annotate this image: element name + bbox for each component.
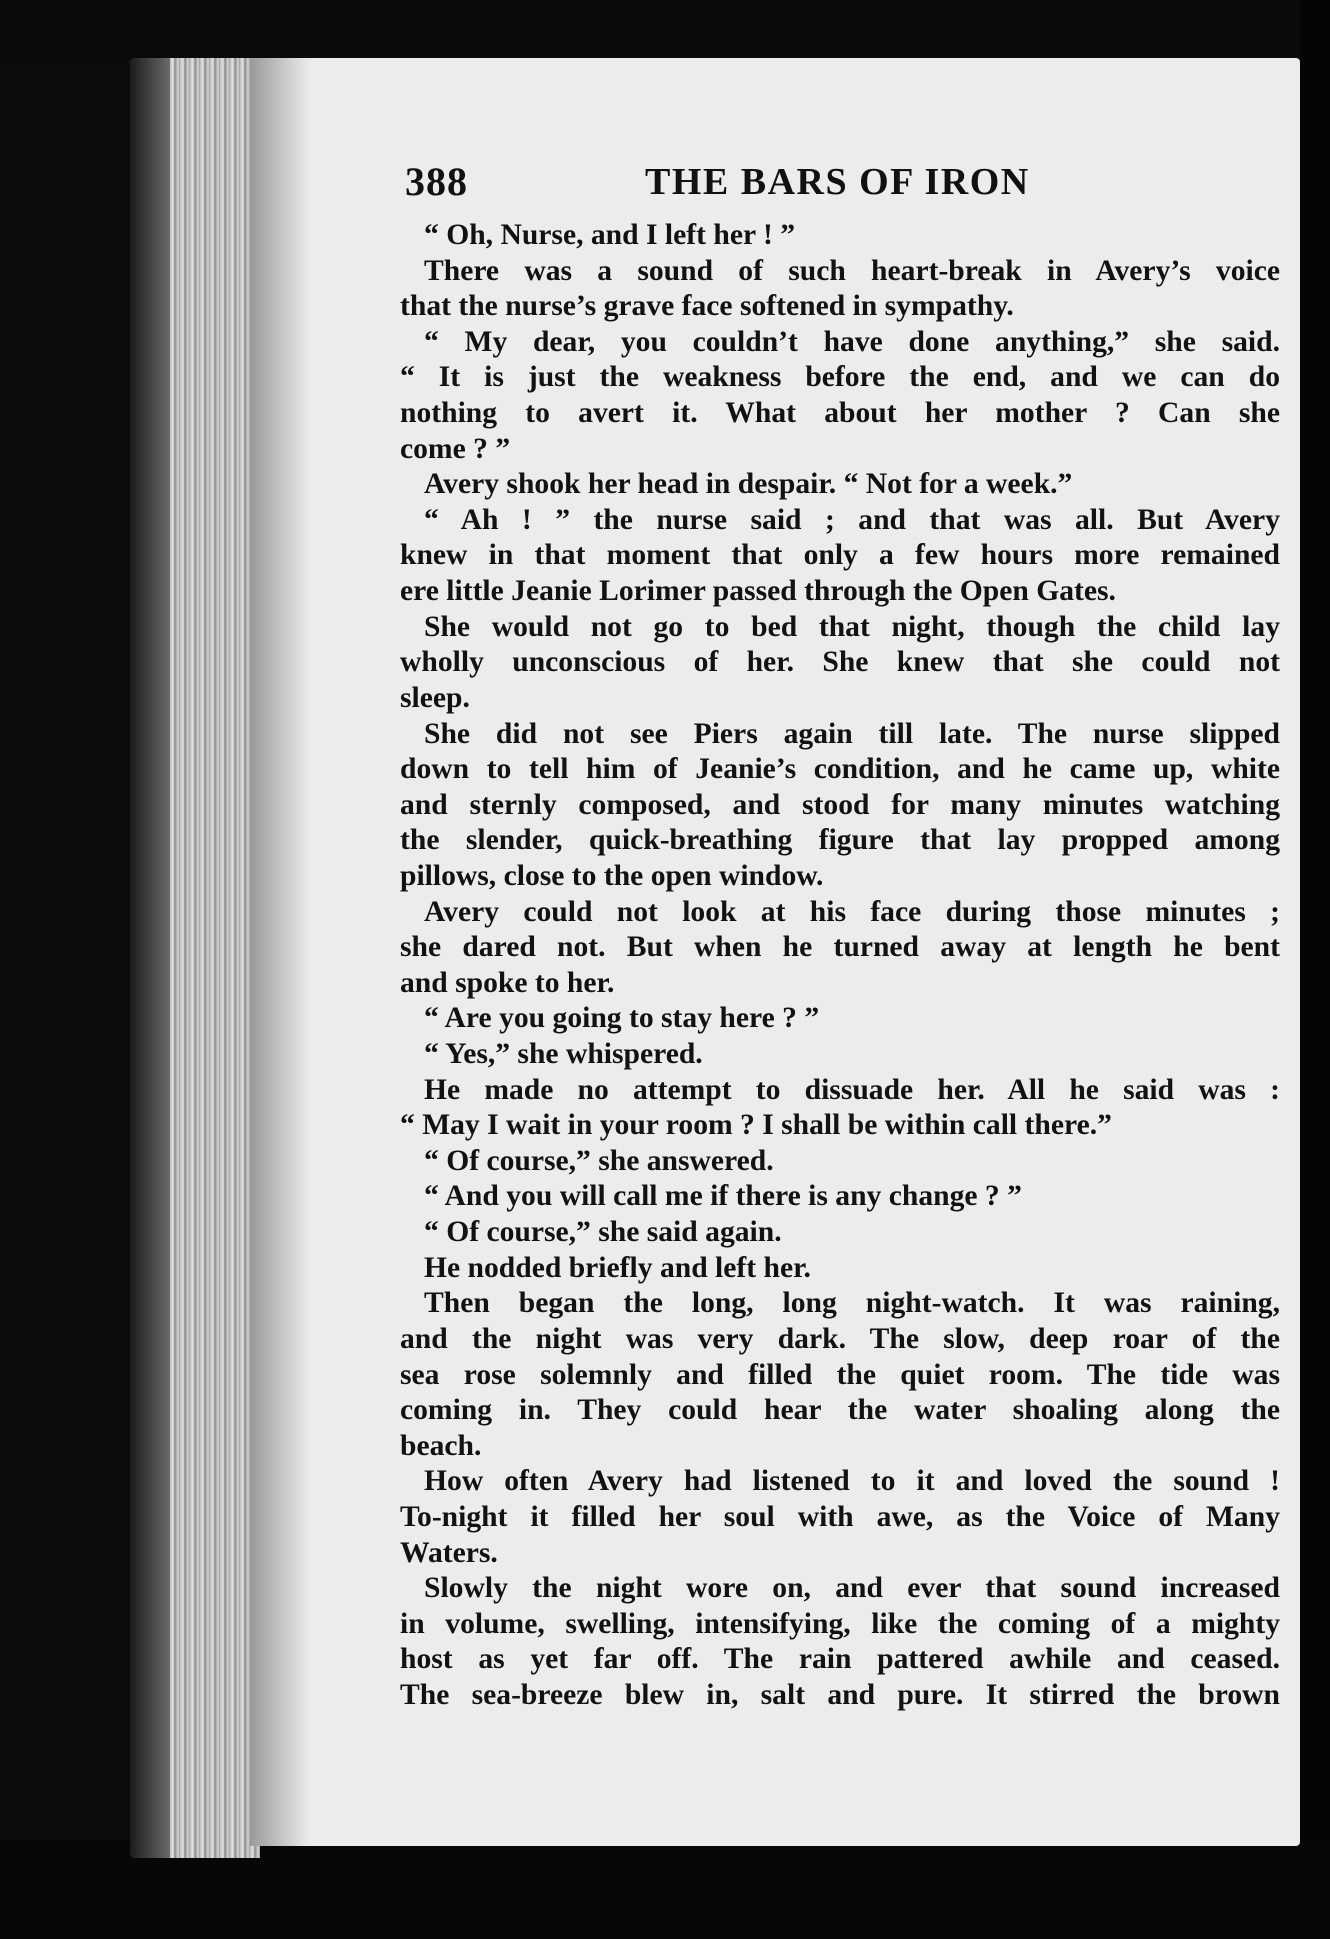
text-line: wholly unconscious of her. She knew that she could not	[400, 646, 1280, 679]
text-line: “ Oh, Nurse, and I left her ! ”	[424, 219, 796, 251]
text-line: There was a sound of such heart-break in Avery’s voice	[424, 254, 1280, 287]
text-line: He nodded briefly and left her.	[424, 1251, 811, 1284]
text-line: host as yet far off. The rain pattered awhile and ceased.	[400, 1643, 1280, 1676]
text-line: “ My dear, you couldn’t have done anything,” she said.	[424, 325, 1280, 358]
text-line: “ Yes,” she whispered.	[424, 1038, 703, 1071]
text-line: Then began the long, long night-watch. It was raining,	[424, 1287, 1280, 1320]
text-line: come ? ”	[400, 432, 511, 465]
scan-background-right	[1300, 0, 1330, 1939]
text-line: “ Are you going to stay here ? ”	[424, 1002, 820, 1035]
text-line: She would not go to bed that night, though the child lay	[424, 610, 1280, 643]
text-line: and spoke to her.	[400, 966, 615, 999]
text-line: “ It is just the weakness before the end, and we can do	[400, 361, 1280, 394]
text-line: she dared not. But when he turned away at length he bent	[400, 931, 1280, 964]
text-line: “ Ah ! ” the nurse said ; and that was all. But Avery	[424, 503, 1280, 536]
text-line: nothing to avert it. What about her mother ? Can she	[400, 397, 1280, 430]
text-line: and sternly composed, and stood for many minutes watching	[400, 788, 1280, 821]
text-line: “ Of course,” she answered.	[424, 1144, 774, 1177]
text-line: knew in that moment that only a few hours more remained	[400, 539, 1280, 572]
text-line: How often Avery had listened to it and loved the sound !	[424, 1465, 1280, 1498]
text-line: He made no attempt to dissuade her. All he said was :	[424, 1073, 1280, 1106]
text-line: in volume, swelling, intensifying, like the coming of a mighty	[400, 1607, 1280, 1640]
running-title: THE BARS OF IRON	[645, 161, 1030, 203]
page-gutter-shade	[250, 58, 310, 1846]
text-line: sleep.	[400, 681, 470, 714]
text-line: sea rose solemnly and filled the quiet room. The tide was	[400, 1358, 1280, 1391]
text-line: ere little Jeanie Lorimer passed through the Open Gates.	[400, 575, 1116, 608]
page-number: 388	[405, 159, 468, 204]
scan-background-top	[0, 0, 1330, 60]
text-line: “ And you will call me if there is any change ? ”	[424, 1180, 1022, 1213]
text-line: “ May I wait in your room ? I shall be within call there.”	[400, 1109, 1112, 1142]
text-line: The sea-breeze blew in, salt and pure. It stirred the brown	[400, 1679, 1280, 1711]
text-line: the slender, quick-breathing figure that lay propped among	[400, 824, 1280, 857]
text-line: To-night it filled her soul with awe, as the Voice of Many	[400, 1500, 1280, 1533]
text-line: down to tell him of Jeanie’s condition, and he came up, white	[400, 753, 1280, 786]
text-line: Avery shook her head in despair. “ Not for a week.”	[424, 468, 1073, 501]
text-line: Waters.	[400, 1536, 498, 1569]
page-header	[405, 158, 1285, 204]
text-line: that the nurse’s grave face softened in sympathy.	[400, 290, 1014, 323]
text-line: Avery could not look at his face during those minutes ;	[424, 895, 1280, 928]
text-line: “ Of course,” she said again.	[424, 1216, 782, 1249]
text-line: coming in. They could hear the water shoaling along the	[400, 1394, 1280, 1427]
text-line: Slowly the night wore on, and ever that sound increased	[424, 1572, 1280, 1605]
book-spine-shadow	[130, 58, 170, 1858]
text-line: pillows, close to the open window.	[400, 859, 824, 892]
text-line: and the night was very dark. The slow, deep roar of the	[400, 1322, 1280, 1355]
text-line: She did not see Piers again till late. The nurse slipped	[424, 717, 1280, 750]
text-line: beach.	[400, 1429, 482, 1462]
